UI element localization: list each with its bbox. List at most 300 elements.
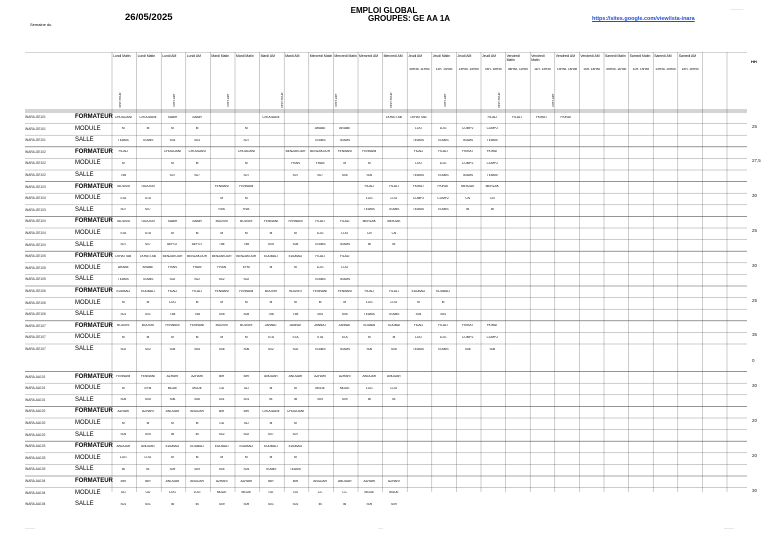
separator-value: 0: [752, 357, 755, 363]
schedule-cell: SOUBAI: [363, 324, 376, 328]
group-code: INARA-GE104: [25, 231, 46, 235]
schedule-cell: EDDBALI: [214, 444, 229, 448]
group-hours: 30: [752, 262, 758, 268]
schedule-cell: BIR: [243, 375, 249, 379]
schedule-cell: S04: [120, 433, 127, 437]
schedule-cell: M: [441, 301, 445, 305]
schedule-cell: S01: [292, 502, 299, 506]
schedule-cell: TEAMS: [117, 138, 129, 142]
schedule-cell: GD: [243, 386, 249, 390]
schedule-cell: CHOUDANI: [286, 409, 304, 413]
schedule-cell: MERZAK: [461, 185, 475, 189]
schedule-cell: S02: [194, 277, 200, 281]
group-hours: 27,5: [752, 158, 761, 164]
schedule-cell: S03: [169, 138, 176, 142]
schedule-cell: FENNANI: [116, 375, 131, 379]
row-label: SALLE: [75, 276, 94, 283]
schedule-cell: S04: [145, 433, 151, 437]
schedule-cell: LOG: [316, 266, 324, 270]
schedule-cell: GD: [145, 491, 151, 495]
schedule-cell: S01: [120, 312, 127, 316]
group-code: INARA-GE102: [25, 173, 46, 177]
schedule-cell: TAOUSSI: [141, 185, 155, 189]
schedule-cell: LOG: [390, 196, 398, 200]
schedule-cell: M: [220, 301, 224, 305]
schedule-cell: M: [244, 335, 248, 339]
group-hours: 20: [752, 452, 758, 458]
schedule-cell: BIR: [120, 479, 126, 483]
site-link[interactable]: https://sites.google.com/view/ista-inara: [592, 16, 695, 22]
schedule-cell: AZHARI: [338, 375, 351, 379]
schedule-cell: M: [367, 161, 371, 165]
schedule-cell: EFM: [242, 266, 250, 270]
hour-header: 13H30- 16H00: [655, 67, 676, 71]
schedule-cell: EFM: [144, 386, 152, 390]
day-header: Vendredi AM: [555, 54, 576, 58]
schedule-cell: FILALI: [364, 289, 374, 293]
schedule-cell: FKIRAT: [486, 324, 498, 328]
schedule-cell: AZHARI: [363, 479, 376, 483]
row-label: MODULE: [75, 160, 101, 167]
schedule-cell: BENZAKOUR: [162, 254, 183, 258]
schedule-cell: IB: [466, 208, 470, 212]
day-header: Lundi Matin: [113, 54, 131, 58]
group-hours: 25: [752, 297, 758, 303]
schedule-cell: M: [294, 266, 297, 270]
schedule-cell: S05: [317, 312, 323, 316]
schedule-cell: TEAMS: [289, 467, 301, 471]
day-header: Samedi AM: [654, 54, 672, 58]
schedule-cell: M: [220, 231, 224, 235]
schedule-cell: TAOUSSI: [116, 185, 131, 189]
schedule-cell: COMP2: [412, 196, 425, 200]
schedule-cell: BOUSRI: [117, 324, 130, 328]
group-code: INARA-GE103: [25, 184, 46, 189]
schedule-cell: T58: [194, 312, 200, 316]
schedule-cell: TEAMS: [363, 208, 375, 212]
day-header: Lundi AM: [162, 54, 177, 58]
schedule-cell: TEAMS: [363, 312, 375, 316]
schedule-cell: FKIRAT: [462, 150, 474, 154]
group-code: INARA-AA102: [25, 409, 46, 414]
schedule-cell: M: [195, 231, 199, 235]
schedule-cell: M: [121, 127, 125, 131]
sideways-label: [387, 88, 394, 116]
group-code: INARA-AA104: [25, 502, 46, 507]
day-header: Jeudi Matin: [432, 54, 451, 58]
schedule-cell: RVA: [218, 208, 225, 212]
schedule-cell: S04: [243, 467, 250, 471]
hour-header: 13H30- 16H00: [458, 67, 479, 71]
schedule-cell: IB: [146, 467, 150, 471]
schedule-cell: ARABE: [142, 266, 154, 270]
schedule-cell: ARABE: [339, 127, 351, 131]
schedule-cell: S04: [415, 312, 422, 316]
schedule-cell: S05: [169, 347, 176, 351]
schedule-cell: M: [146, 127, 150, 131]
schedule-cell: FILALI: [413, 150, 424, 154]
schedule-cell: COMP2: [486, 127, 498, 131]
schedule-cell: M: [269, 386, 273, 390]
schedule-cell: MGDE: [364, 491, 375, 495]
group-code: INARA-GE104: [25, 196, 46, 201]
schedule-cell: M: [244, 127, 248, 131]
row-label: FORMATEUR: [75, 148, 113, 155]
schedule-cell: FILALI: [315, 219, 325, 223]
day-header: Mardi AM: [260, 54, 275, 58]
schedule-cell: FILALI: [118, 150, 128, 154]
sideways-label-text: DIST-HRT: [334, 93, 339, 107]
schedule-cell: M: [195, 335, 199, 339]
schedule-cell: LOG: [390, 386, 398, 390]
schedule-cell: CN: [391, 231, 397, 235]
day-header: Samedi AM: [678, 54, 697, 58]
schedule-cell: CHOUDANI: [237, 150, 255, 154]
schedule-cell: FKIRAT: [560, 115, 572, 119]
schedule-cell: TEAMS: [339, 277, 351, 281]
schedule-cell: TEAMS: [486, 173, 498, 177]
schedule-cell: S09: [169, 467, 176, 471]
sideways-label-text: DIST-HRT: [442, 93, 447, 107]
schedule-cell: M: [244, 456, 248, 460]
schedule-cell: M: [244, 161, 248, 165]
schedule-cell: EDDBALI: [264, 254, 278, 258]
schedule-cell: GD: [293, 491, 298, 495]
schedule-cell: S05: [145, 398, 151, 402]
schedule-cell: MGDE: [241, 491, 252, 495]
group-code: INARA-GE105: [25, 277, 46, 282]
schedule-cell: S01: [243, 398, 250, 402]
schedule-cell: S07: [120, 208, 127, 212]
day-header: Mardi AM: [285, 54, 300, 58]
schedule-cell: EDDBALI: [190, 444, 204, 448]
schedule-cell: LOG: [169, 301, 176, 305]
day-header: Lundi AM: [186, 54, 201, 58]
schedule-cell: S06: [194, 398, 200, 402]
schedule-cell: AZHARI: [240, 479, 253, 483]
schedule-cell: AZHARI: [388, 479, 400, 483]
schedule-cell: LOG: [415, 335, 422, 339]
schedule-cell: S02: [120, 347, 127, 351]
schedule-cell: BIR: [219, 409, 225, 413]
schedule-cell: FILALI: [315, 254, 325, 258]
schedule-cell: IB: [318, 502, 322, 506]
schedule-cell: ANOUAR: [190, 409, 204, 413]
schedule-cell: TEAMS: [339, 243, 351, 247]
schedule-cell: BIR: [292, 479, 299, 483]
schedule-cell: M: [367, 335, 371, 339]
schedule-cell: FILALI: [389, 185, 399, 189]
schedule-cell: M: [121, 301, 125, 305]
schedule-cell: JANNAT: [338, 324, 351, 328]
schedule-cell: FILALI: [438, 324, 448, 328]
schedule-cell: ANOUAR: [288, 375, 303, 379]
schedule-cell: AZHARI: [166, 375, 179, 379]
row-label: SALLE: [75, 137, 94, 144]
schedule-cell: TEAMS: [388, 208, 400, 212]
schedule-cell: TEAMS: [142, 138, 154, 142]
schedule-cell: EDDBALI: [288, 444, 303, 448]
group-code: INARA-GE106: [25, 312, 46, 317]
row-label: FORMATEUR: [75, 218, 113, 225]
row-label: SALLE: [75, 466, 94, 473]
hour-header: 11H- 13H30: [435, 67, 453, 71]
schedule-cell: EDDBALI: [411, 289, 426, 293]
schedule-cell: S05: [243, 312, 250, 316]
hour-header: 08H30- 11H00: [507, 67, 528, 71]
schedule-cell: FILALI: [389, 289, 399, 293]
schedule-cell: M: [269, 421, 273, 425]
sideways-label: [170, 88, 177, 116]
schedule-cell: LOG: [415, 127, 422, 131]
schedule-cell: TEAMS: [339, 138, 351, 142]
schedule-cell: FENNANI: [140, 375, 155, 379]
schedule-cell: M: [146, 335, 150, 339]
schedule-cell: S05: [341, 173, 348, 177]
schedule-cell: S09: [317, 398, 323, 402]
group-hours: 20: [752, 418, 758, 423]
schedule-cell: LOG: [365, 301, 373, 305]
schedule-cell: FRAN: [168, 266, 177, 270]
schedule-cell: S02: [243, 433, 250, 437]
schedule-cell: MERZAK: [362, 219, 376, 223]
schedule-cell: IB: [392, 243, 396, 247]
sideways-label-text: DIST-TOUR: [496, 92, 501, 108]
sideways-label-text: DIST-TOUR: [118, 92, 122, 108]
sideways-label: [332, 88, 339, 116]
group-code: INARA-GE104: [25, 219, 46, 224]
day-header: Mercredi AM: [383, 54, 403, 58]
sideways-label: [224, 88, 231, 116]
group-code: INARA-GE104: [25, 242, 46, 247]
schedule-cell: S07: [243, 138, 250, 142]
week-label: Semaine du: [30, 22, 52, 27]
schedule-cell: M: [294, 386, 297, 390]
schedule-cell: M: [220, 196, 224, 200]
day-header: Samedi Matin: [605, 54, 626, 58]
schedule-cell: S02: [218, 277, 225, 281]
schedule-cell: M: [294, 456, 297, 460]
schedule-cell: M: [171, 456, 174, 460]
schedule-cell: S06: [169, 398, 176, 402]
schedule-cell: TEAMS: [412, 138, 424, 142]
schedule-cell: T58: [268, 312, 274, 316]
group-hours: 25: [752, 123, 758, 129]
row-label: MODULE: [75, 230, 101, 236]
week-date: 26/05/2025: [125, 12, 173, 23]
schedule-cell: IB: [367, 398, 371, 402]
schedule-cell: T58: [218, 243, 225, 247]
schedule-cell: EDDBALI: [436, 289, 450, 293]
schedule-cell: AZHARI: [191, 375, 203, 379]
schedule-cell: EDDBALI: [288, 254, 303, 258]
group-code: INARA-AA101: [25, 374, 46, 379]
schedule-cell: COMP2: [462, 335, 474, 339]
schedule-cell: GD: [120, 491, 126, 495]
schedule-cell: TEAMS: [388, 312, 400, 316]
day-header: Mardi Matin: [211, 54, 230, 58]
schedule-cell: M: [121, 161, 125, 165]
row-label: FORMATEUR: [75, 373, 113, 380]
row-label: FORMATEUR: [75, 253, 113, 260]
row-label: FORMATEUR: [75, 322, 113, 329]
schedule-cell: BIR: [219, 375, 225, 379]
schedule-cell: COMP2: [462, 127, 474, 131]
schedule-cell: TEAMS: [437, 173, 449, 177]
group-code: INARA-AA102: [25, 432, 46, 437]
schedule-cell: AEFGT: [167, 243, 178, 247]
schedule-cell: LOG: [439, 127, 447, 131]
schedule-cell: M: [195, 456, 199, 460]
group-code: INARA-AA104: [25, 479, 46, 483]
schedule-cell: STA: [341, 335, 348, 339]
day-header: Vendredi AM: [580, 54, 600, 58]
schedule-cell: CHOUDANI: [262, 409, 280, 413]
hour-header: 13H30- 16H00: [557, 67, 578, 71]
schedule-cell: JANNAT: [314, 324, 327, 328]
day-header: Mercredi AM: [359, 54, 379, 58]
schedule-cell: BIR: [243, 409, 249, 413]
schedule-cell: S06: [391, 347, 397, 351]
schedule-cell: FENNANI: [313, 289, 328, 293]
schedule-cell: M: [343, 301, 347, 305]
row-label: SALLE: [75, 431, 94, 438]
group-code: INARA-GE102: [25, 149, 46, 154]
schedule-cell: S07: [243, 173, 250, 177]
row-label: SALLE: [75, 346, 94, 352]
schedule-cell: S07: [169, 173, 176, 177]
schedule-cell: S02: [243, 277, 250, 281]
schedule-cell: LOG: [365, 386, 373, 390]
group-code: INARA-AA102: [25, 421, 46, 425]
group-hours: 30: [752, 383, 758, 389]
footer-page: ___: [378, 525, 384, 529]
schedule-cell: BENZAKOUR: [187, 254, 208, 258]
schedule-cell: FRAN: [192, 266, 202, 270]
schedule-cell: LKHATTAB: [115, 254, 132, 258]
schedule-cell: M: [195, 161, 199, 165]
schedule-cell: FILALI: [364, 185, 374, 189]
sideways-label-text: DIST-HRT: [550, 93, 555, 107]
schedule-cell: FRAN: [291, 161, 300, 165]
sideways-label-text: DIST-HRT: [172, 93, 177, 107]
row-label: SALLE: [75, 172, 94, 178]
schedule-cell: MGDE: [389, 491, 399, 495]
schedule-cell: CN: [489, 196, 495, 200]
schedule-cell: SABIR: [192, 219, 202, 223]
schedule-cell: S06: [366, 347, 373, 351]
schedule-cell: M: [121, 335, 125, 339]
schedule-cell: S09: [194, 467, 200, 471]
day-header: Jeudi AM: [457, 54, 472, 58]
schedule-cell: FENNANI: [337, 150, 352, 154]
schedule-cell: T58: [169, 312, 176, 316]
schedule-cell: GD: [219, 386, 225, 390]
schedule-cell: EDDBALI: [116, 289, 131, 293]
schedule-cell: AZHARI: [314, 375, 326, 379]
schedule-cell: FILALI: [339, 254, 350, 258]
group-code: INARA-GE101: [25, 115, 46, 119]
schedule-cell: TEAMS: [412, 208, 424, 212]
schedule-cell: IB: [121, 467, 125, 471]
schedule-cell: FILALI: [512, 115, 522, 119]
schedule-cell: BOUSRI: [240, 324, 253, 328]
row-label: MODULE: [75, 195, 101, 202]
schedule-cell: GD: [219, 421, 225, 425]
group-code: INARA-GE107: [25, 323, 46, 328]
group-hours: 30: [752, 193, 758, 199]
schedule-cell: ANOUAR: [165, 409, 180, 413]
sideways-label: [549, 88, 556, 116]
group-code: INARA-AA103: [25, 444, 46, 449]
row-label: FORMATEUR: [75, 443, 113, 450]
schedule-cell: TEAMS: [314, 138, 326, 142]
group-hours: 35: [752, 332, 758, 338]
schedule-cell: IB: [293, 398, 297, 402]
schedule-cell: T58: [243, 243, 250, 247]
schedule-cell: AZHARI: [117, 409, 130, 413]
sideways-label: [495, 88, 502, 116]
day-header: Jeudi AM: [408, 54, 423, 58]
schedule-cell: M: [294, 421, 297, 425]
footer-right: ______: [724, 525, 735, 529]
schedule-cell: S01: [145, 502, 151, 506]
schedule-cell: T58: [292, 312, 299, 316]
day-header: Samedi Matin: [629, 54, 651, 58]
group-code: INARA-GE105: [25, 254, 46, 259]
schedule-cell: IB: [170, 433, 174, 437]
sideways-label-text: DIST-TOUR: [388, 92, 393, 108]
schedule-cell: LOG: [390, 301, 398, 305]
schedule-cell: BENZAKOUR: [310, 150, 331, 154]
schedule-cell: S05: [218, 312, 225, 316]
schedule-cell: JANNAT: [289, 324, 302, 328]
schedule-cell: TEAMS: [117, 277, 129, 281]
schedule-cell: LOG: [316, 231, 324, 235]
group-code: INARA-GE101: [25, 126, 46, 131]
schedule-cell: S09: [218, 502, 225, 506]
schedule-cell: FILALI: [413, 324, 424, 328]
schedule-cell: IB: [343, 502, 347, 506]
schedule-cell: IB: [490, 208, 494, 212]
group-code: INARA-AA103: [25, 467, 46, 472]
schedule-cell: LOG: [341, 231, 349, 235]
schedule-cell: FRAN: [217, 266, 227, 270]
schedule-cell: M: [146, 421, 150, 425]
schedule-cell: TAOUSSI: [116, 219, 131, 223]
hour-header: 08H30- 11H00: [409, 67, 430, 71]
schedule-cell: S07: [145, 208, 151, 212]
schedule-cell: M: [171, 335, 174, 339]
schedule-cell: S03: [194, 138, 200, 142]
group-code: INARA-AA104: [25, 490, 46, 495]
row-label: MODULE: [75, 299, 101, 306]
sideways-label: [441, 88, 448, 116]
schedule-cell: M: [269, 266, 273, 270]
schedule-cell: BIR: [268, 479, 274, 483]
schedule-cell: FILALI: [487, 115, 497, 119]
schedule-cell: AEFGT: [191, 243, 203, 247]
schedule-cell: TEAMS: [462, 173, 474, 177]
row-label: MODULE: [75, 334, 101, 341]
schedule-cell: M: [121, 386, 125, 390]
schedule-cell: BOUSRI: [264, 289, 277, 293]
schedule-cell: M: [392, 335, 396, 339]
schedule-cell: TEAMS: [437, 138, 449, 142]
schedule-cell: FKIRAT: [437, 185, 449, 189]
schedule-cell: M: [294, 301, 297, 305]
schedule-cell: S09: [391, 502, 397, 506]
